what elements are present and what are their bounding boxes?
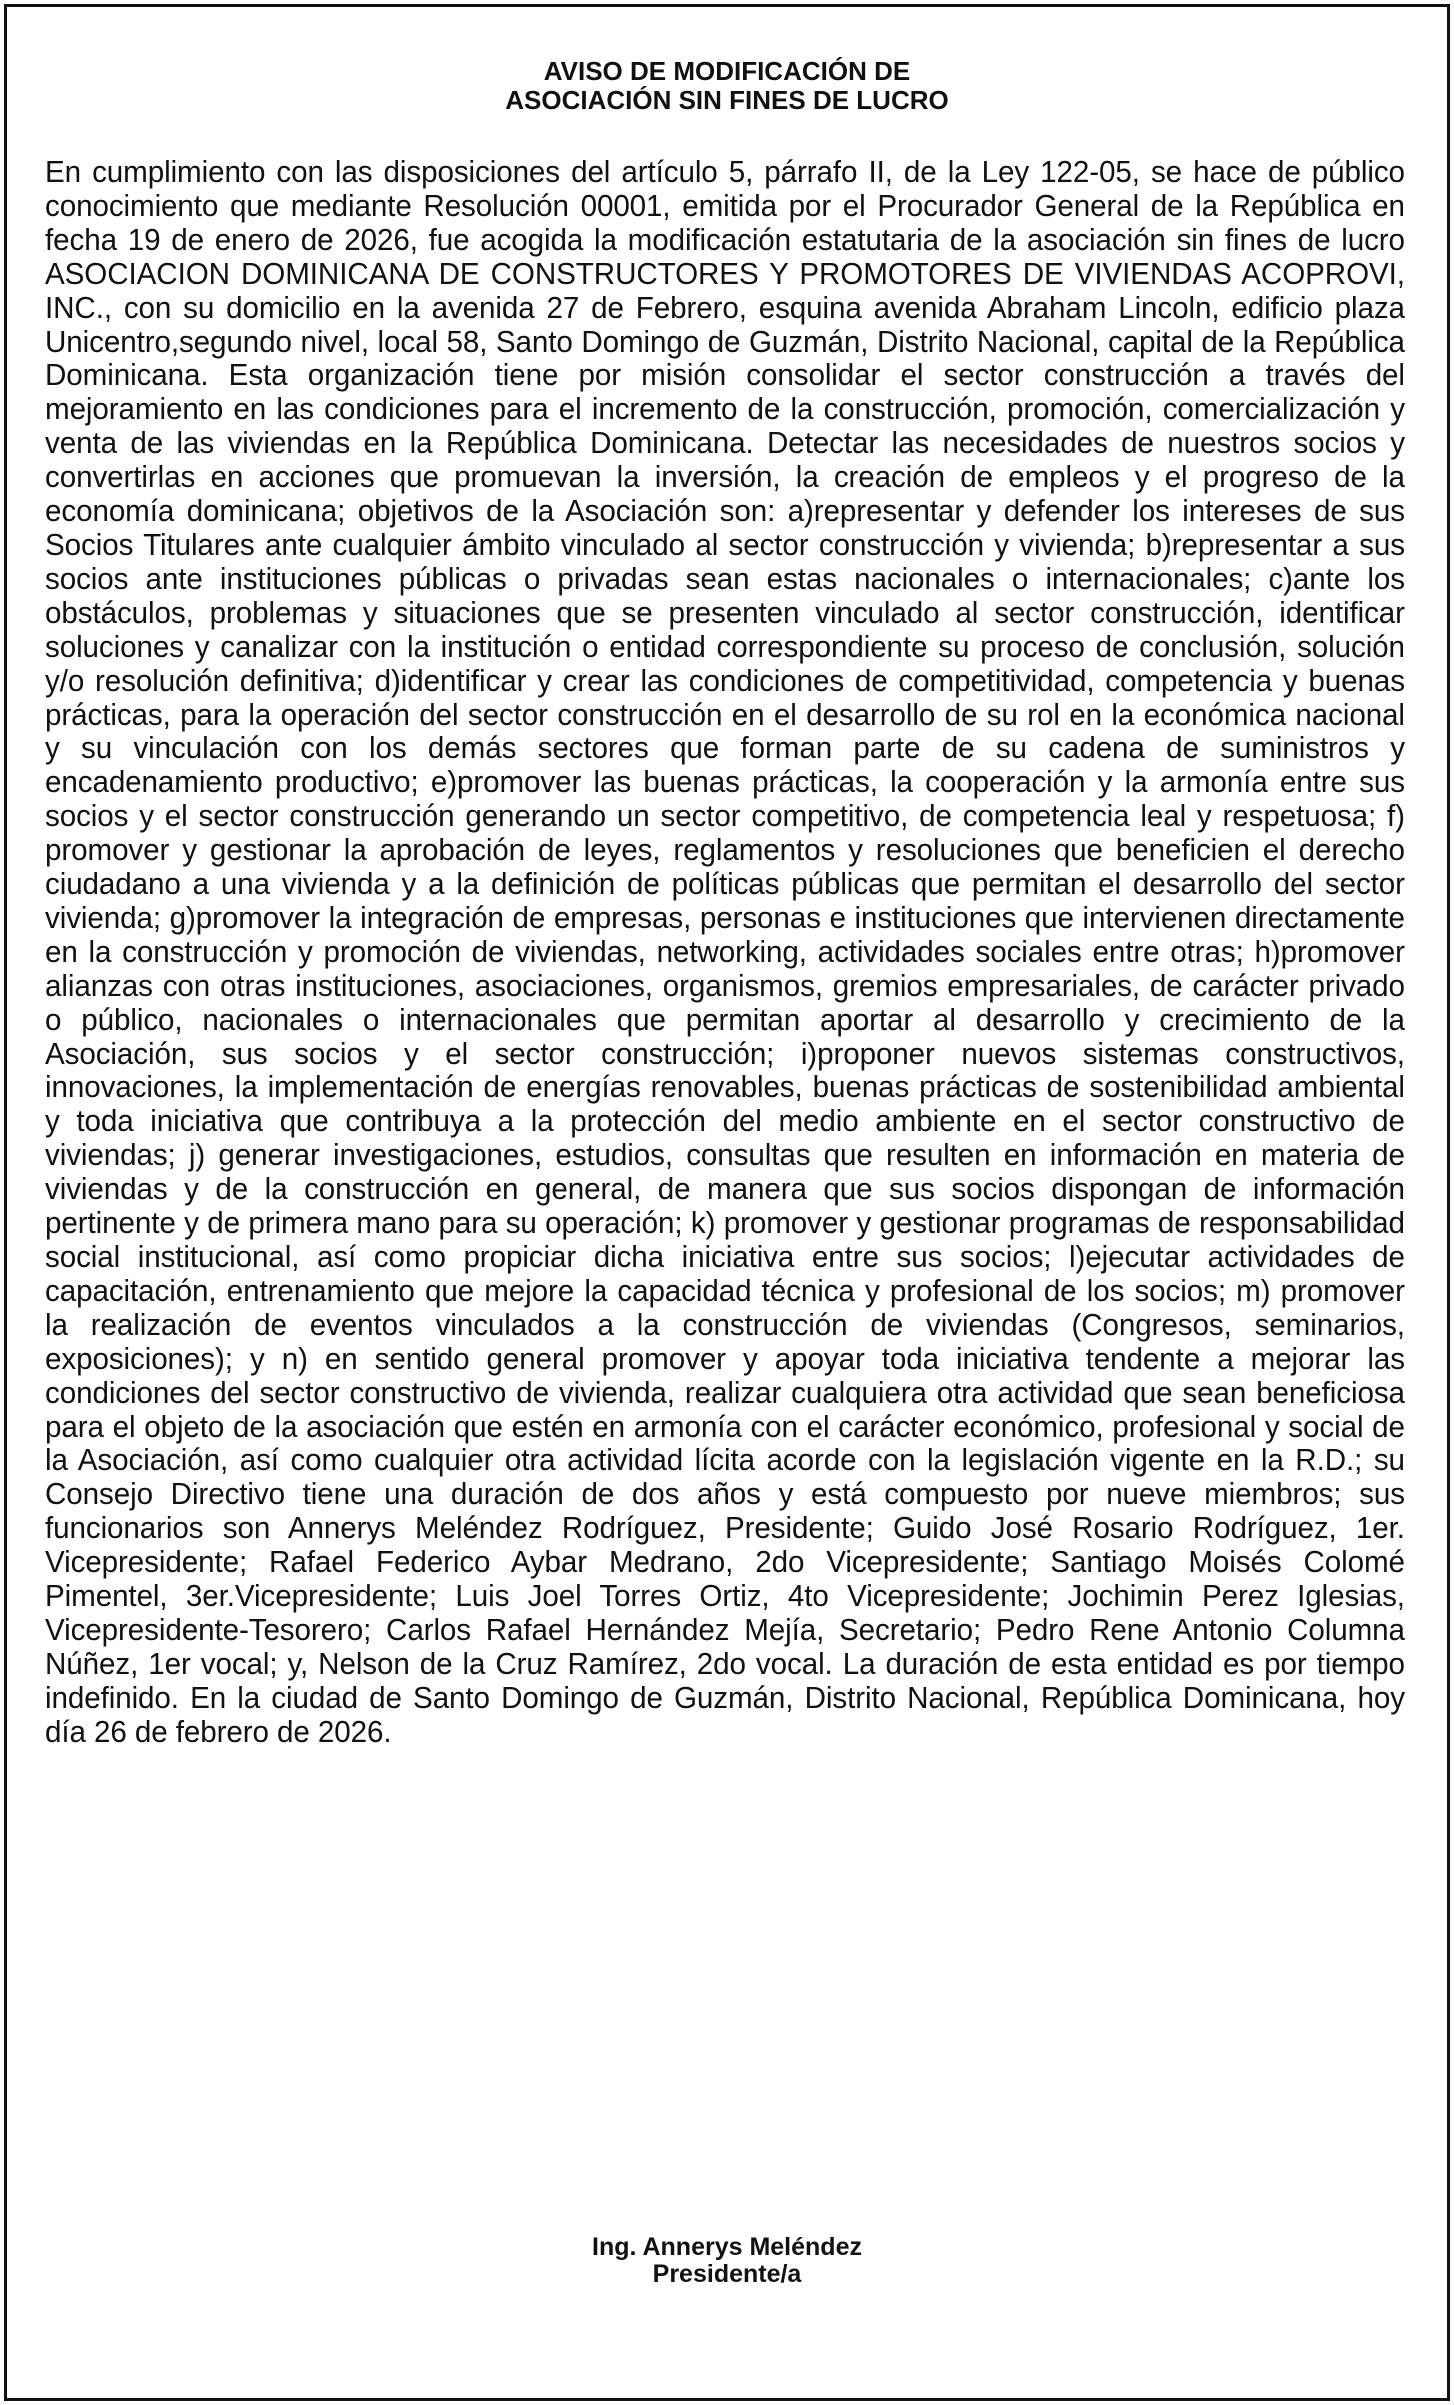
- notice-title-line-1: AVISO DE MODIFICACIÓN DE: [543, 56, 911, 86]
- notice-body-text: En cumplimiento con las disposiciones del artículo 5, párrafo II, de la Ley 122-05, se hace de público conocimiento que mediante Resolución 00001, emitida por el Procurador General de la República en fecha 19 de enero de 2026, fue acogida la modificación estatutaria de la asociación sin fines de lucro ASOCIACION DOMINICANA DE CONSTRUCTORES Y PROMOTORES DE VIVIENDAS ACOPROVI, INC., con su domicilio en la avenida 27 de Febrero, esquina avenida Abraham Lincoln, edificio plaza Unicentro,segundo nivel, local 58, Santo Domingo de Guzmán, Distrito Nacional, capital de la República Dominicana. Esta organización tiene por misión consolidar el sector construcción a través del mejoramiento en las condiciones para el incremento de la construcción, promoción, comercialización y venta de las viviendas en la República Dominicana. Detectar las necesidades de nuestros socios y convertirlas en acciones que promuevan la inversión, la creación de empleos y el progreso de la economía dominicana; objetivos de la Asociación son: a)representar y defender los intereses de sus Socios Titulares ante cualquier ámbito vinculado al sector construcción y vivienda; b)representar a sus socios ante instituciones públicas o privadas sean estas nacionales o internacionales; c)ante los obstáculos, problemas y situaciones que se presenten vinculado al sector construcción, identificar soluciones y canalizar con la institución o entidad correspondiente su proceso de conclusión, solución y/o resolución definitiva; d)identificar y crear las condiciones de competitividad, competencia y buenas prácticas, para la operación del sector construcción en el desarrollo de su rol en la económica nacional y su vinculación con los demás sectores que forman parte de su cadena de suministros y encadenamiento productivo; e)promover las buenas prácticas, la cooperación y la armonía entre sus socios y el sector construcción generando un sector competitivo, de competencia leal y respetuosa; f) promover y gestionar la aprobación de leyes, reglamentos y resoluciones que beneficien el derecho ciudadano a una vivienda y a la definición de políticas públicas que permitan el desarrollo del sector vivienda; g)promover la integración de empresas, personas e instituciones que intervienen directamente en la construcción y promoción de viviendas, networking, actividades sociales entre otras; h)promover alianzas con otras instituciones, asociaciones, organismos, gremios empresariales, de carácter privado o público, nacionales o internacionales que permitan aportar al desarrollo y crecimiento de la Asociación, sus socios y el sector construcción; i)proponer nuevos sistemas constructivos, innovaciones, la implementación de energías renovables, buenas prácticas de sostenibilidad ambiental y toda iniciativa que contribuya a la protección del medio ambiente en el sector constructivo de viviendas; j) generar investigaciones, estudios, consultas que resulten en información en materia de viviendas y de la construcción en general, de manera que sus socios dispongan de información pertinente y de primera mano para su operación; k) promover y gestionar programas de responsabilidad social institucional, así como propiciar dicha iniciativa entre sus socios; l)ejecutar actividades de capacitación, entrenamiento que mejore la capacidad técnica y profesional de los socios; m) promover la realización de eventos vinculados a la construcción de viviendas (Congresos, seminarios, exposiciones); y n) en sentido general promover y apoyar toda iniciativa tendente a mejorar las condiciones del sector constructivo de vivienda, realizar cualquiera otra actividad que sean beneficiosa para el objeto de la asociación que estén en armonía con el carácter económico, profesional y social de la Asociación, así como cualquier otra actividad lícita acorde con la legislación vigente en la R.D.; su Consejo Directivo tiene una duración de dos años y está compuesto por nueve miembros; sus funcionarios son Annerys Meléndez Rodríguez, Presidente; Guido José Rosario Rodríguez, 1er. Vicepresidente; Rafael Federico Aybar Medrano, 2do Vicepresidente; Santiago Moisés Colomé Pimentel, 3er.Vicepresidente; Luis Joel Torres Ortiz, 4to Vicepresidente; Jochimin Perez Iglesias, Vicepresidente-Tesorero; Carlos Rafael Hernández Mejía, Secretario; Pedro Rene Antonio Columna Núñez, 1er vocal; y, Nelson de la Cruz Ramírez, 2do vocal. La duración de esta entidad es por tiempo indefinido. En la ciudad de Santo Domingo de Guzmán, Distrito Nacional, República Dominicana, hoy día 26 de febrero de 2026.: [45, 154, 1405, 1749]
- signature-name: Ing. Annerys Meléndez: [592, 2233, 862, 2261]
- signature-role: Presidente/a: [652, 2260, 802, 2288]
- notice-title-line-2: ASOCIACIÓN SIN FINES DE LUCRO: [505, 85, 949, 115]
- notice-border-frame: [4, 4, 1450, 2401]
- notice-title: [7, 57, 1447, 115]
- signature-block: [7, 2234, 1447, 2288]
